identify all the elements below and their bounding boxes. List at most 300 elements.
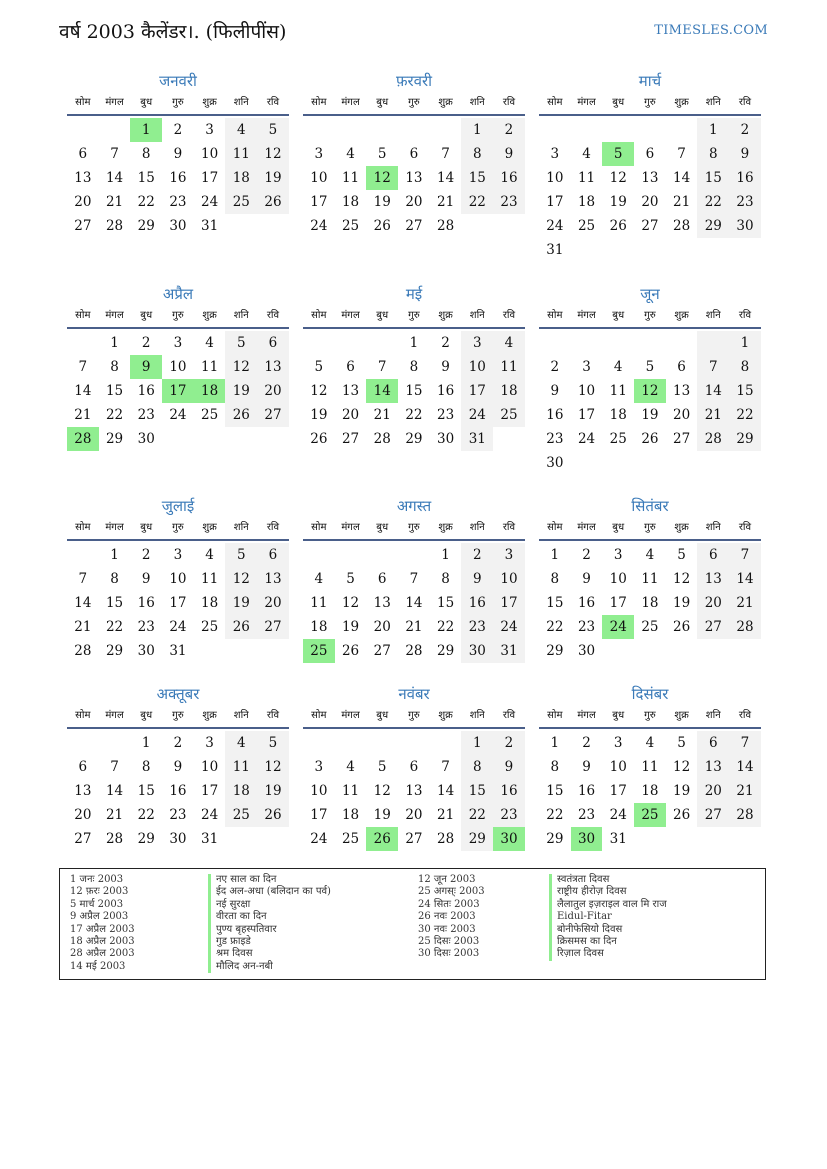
day-cell: 28	[373, 431, 391, 447]
holiday-date: 30 दिसः 2003	[418, 948, 480, 960]
empty-cell	[571, 118, 603, 142]
empty-cell	[99, 118, 131, 142]
day-cell: 21	[437, 194, 455, 210]
day-cell: 7	[441, 759, 450, 775]
day-cell: 4	[645, 547, 655, 563]
weekday-label: मंगल	[341, 710, 360, 721]
day-cell: 3	[550, 146, 560, 162]
day-cell: 10	[546, 170, 564, 186]
weekday-label: शनि	[469, 710, 485, 721]
day-cell: 4	[205, 335, 214, 351]
empty-cell	[398, 118, 430, 142]
day-cell: 22	[546, 807, 564, 823]
day-cell: 14	[405, 595, 423, 611]
day-cell: 6	[409, 759, 419, 775]
day-cell: 13	[641, 170, 659, 186]
day-cell: 29	[437, 643, 455, 659]
weekday-label: रवि	[266, 310, 280, 321]
day-cell: 16	[137, 595, 155, 611]
day-cell: 24	[201, 194, 219, 210]
empty-cell	[67, 543, 99, 567]
weekday-label: सोम	[75, 310, 91, 321]
day-cell: 20	[373, 619, 391, 635]
day-cell: 16	[437, 383, 455, 399]
day-grid	[303, 331, 525, 451]
day-cell: 15	[437, 595, 455, 611]
day-cell: 8	[441, 571, 450, 587]
day-cell: 5	[346, 571, 355, 587]
day-cell: 21	[74, 407, 92, 423]
day-cell: 29	[697, 214, 729, 238]
day-cell: 22	[729, 403, 761, 427]
weekday-label: सोम	[311, 97, 327, 108]
day-cell: 7	[729, 731, 761, 755]
weekday-label: रवि	[738, 97, 752, 108]
day-cell: 6	[697, 731, 729, 755]
weekday-label: सोम	[311, 522, 327, 533]
day-cell: 3	[173, 335, 183, 351]
day-cell: 15	[697, 166, 729, 190]
day-cell: 19	[609, 194, 627, 210]
day-cell: 26	[257, 190, 289, 214]
day-cell: 7	[110, 759, 119, 775]
day-cell: 8	[110, 359, 119, 375]
day-cell: 28	[405, 643, 423, 659]
day-cell: 10	[310, 783, 328, 799]
empty-cell	[303, 543, 335, 567]
weekday-label: शनि	[705, 522, 721, 533]
weekday-label: मंगल	[341, 522, 360, 533]
day-cell: 17	[461, 379, 493, 403]
holiday-day-cell: 12	[634, 379, 666, 403]
day-cell: 3	[314, 146, 324, 162]
day-cell: 8	[110, 571, 119, 587]
empty-cell	[602, 331, 634, 355]
weekday-label: शनि	[233, 522, 249, 533]
weekday-label: बुध	[140, 710, 153, 721]
holiday-date: 28 अप्रैल 2003	[70, 948, 135, 960]
month-calendar	[303, 283, 525, 451]
day-cell: 8	[461, 755, 493, 779]
empty-cell	[666, 118, 698, 142]
empty-cell	[430, 731, 462, 755]
weekday-label: सोम	[75, 710, 91, 721]
holiday-date: 12 जून 2003	[418, 874, 476, 885]
weekday-label: शनि	[469, 522, 485, 533]
day-cell: 13	[697, 567, 729, 591]
weekday-label: बुध	[140, 522, 153, 533]
weekday-header	[303, 307, 525, 329]
empty-cell	[366, 731, 398, 755]
day-cell: 12	[373, 783, 391, 799]
day-cell: 10	[201, 759, 219, 775]
day-cell: 13	[405, 783, 423, 799]
day-cell: 6	[645, 146, 655, 162]
day-grid	[539, 118, 761, 262]
weekday-label: बुध	[376, 97, 389, 108]
empty-cell	[697, 331, 729, 355]
day-cell: 31	[546, 242, 564, 258]
weekday-header	[303, 519, 525, 541]
day-cell: 6	[346, 359, 355, 375]
day-cell: 17	[609, 783, 627, 799]
day-cell: 23	[577, 619, 596, 635]
day-cell: 2	[729, 118, 761, 142]
day-cell: 3	[493, 543, 525, 567]
day-cell: 18	[641, 595, 659, 611]
day-cell: 19	[257, 779, 289, 803]
weekday-label: रवि	[502, 97, 516, 108]
month-calendar	[303, 70, 525, 238]
day-cell: 11	[577, 170, 596, 186]
day-cell: 24	[546, 218, 564, 234]
day-cell: 27	[257, 615, 289, 639]
day-cell: 23	[169, 807, 187, 823]
day-cell: 26	[257, 803, 289, 827]
weekday-header	[67, 94, 289, 116]
weekday-label: सोम	[547, 710, 563, 721]
day-cell: 1	[110, 547, 119, 563]
day-cell: 7	[441, 146, 450, 162]
weekday-label: सोम	[75, 97, 91, 108]
day-cell: 10	[493, 567, 525, 591]
day-cell: 11	[201, 359, 219, 375]
holiday-names-column-2	[549, 874, 667, 961]
day-cell: 21	[373, 407, 391, 423]
weekday-label: रवि	[502, 310, 516, 321]
day-cell: 15	[137, 170, 155, 186]
day-cell: 29	[105, 643, 124, 659]
day-cell: 20	[697, 779, 729, 803]
day-cell: 18	[609, 407, 627, 423]
day-cell: 13	[74, 783, 92, 799]
day-cell: 21	[697, 403, 729, 427]
day-cell: 20	[257, 379, 289, 403]
day-cell: 15	[405, 383, 423, 399]
day-cell: 12	[341, 595, 360, 611]
day-cell: 8	[461, 142, 493, 166]
weekday-label: शुक्र	[438, 310, 453, 321]
weekday-label: गुरु	[172, 710, 184, 721]
day-cell: 9	[550, 383, 560, 399]
day-cell: 1	[461, 731, 493, 755]
holiday-day-cell: 12	[366, 166, 398, 190]
day-cell: 13	[405, 170, 423, 186]
day-cell: 3	[205, 735, 214, 751]
day-cell: 14	[697, 379, 729, 403]
holiday-date: 25 अगस्ः 2003	[418, 886, 485, 898]
day-cell: 26	[673, 619, 691, 635]
day-cell: 6	[409, 146, 419, 162]
weekday-label: शनि	[705, 97, 721, 108]
day-cell: 29	[461, 827, 493, 851]
day-cell: 12	[609, 170, 627, 186]
weekday-label: मंगल	[105, 310, 124, 321]
holiday-name: पुण्य बृहस्पतिवार	[208, 924, 331, 936]
day-cell: 5	[377, 146, 387, 162]
day-cell: 18	[341, 807, 360, 823]
day-cell: 21	[405, 619, 423, 635]
day-cell: 2	[141, 547, 151, 563]
day-cell: 6	[377, 571, 387, 587]
day-cell: 27	[673, 431, 691, 447]
day-cell: 2	[441, 335, 450, 351]
day-cell: 5	[677, 547, 686, 563]
day-cell: 11	[225, 142, 257, 166]
day-cell: 14	[729, 567, 761, 591]
day-cell: 28	[437, 218, 455, 234]
day-cell: 29	[105, 431, 124, 447]
day-cell: 1	[461, 118, 493, 142]
day-cell: 23	[493, 190, 525, 214]
day-cell: 11	[341, 170, 360, 186]
holiday-name: राष्ट्रीय हीरोज़ दिवस	[549, 886, 667, 898]
day-cell: 30	[169, 831, 187, 847]
day-cell: 18	[201, 595, 219, 611]
day-cell: 15	[729, 379, 761, 403]
month-name: अप्रैल	[162, 285, 194, 303]
empty-cell	[335, 331, 367, 355]
day-grid	[539, 331, 761, 475]
day-cell: 24	[461, 403, 493, 427]
day-cell: 22	[137, 807, 155, 823]
holiday-names-column-1	[208, 874, 331, 973]
holiday-dates-column-1	[70, 874, 135, 973]
day-cell: 24	[310, 218, 328, 234]
day-cell: 23	[137, 619, 155, 635]
day-cell: 24	[493, 615, 525, 639]
empty-cell	[303, 731, 335, 755]
day-cell: 4	[582, 146, 591, 162]
holiday-name: ईद अल-अधा (बलिदान का पर्व)	[208, 886, 331, 898]
day-cell: 27	[405, 831, 423, 847]
weekday-label: शुक्र	[438, 710, 453, 721]
day-cell: 16	[137, 383, 155, 399]
day-cell: 9	[493, 755, 525, 779]
day-cell: 10	[201, 146, 219, 162]
day-cell: 18	[641, 783, 659, 799]
day-cell: 20	[257, 591, 289, 615]
day-grid	[67, 543, 289, 663]
day-cell: 27	[405, 218, 423, 234]
day-cell: 20	[74, 194, 92, 210]
weekday-label: रवि	[266, 522, 280, 533]
day-cell: 30	[461, 639, 493, 663]
empty-cell	[67, 331, 99, 355]
day-cell: 26	[341, 643, 360, 659]
day-cell: 27	[341, 431, 360, 447]
day-cell: 3	[582, 359, 591, 375]
holiday-date: 5 मार्च 2003	[70, 898, 124, 910]
day-cell: 23	[137, 407, 155, 423]
day-cell: 15	[105, 383, 124, 399]
day-cell: 11	[201, 571, 219, 587]
day-cell: 28	[105, 831, 124, 847]
day-cell: 26	[609, 218, 627, 234]
day-cell: 3	[205, 122, 214, 138]
day-cell: 3	[461, 331, 493, 355]
day-cell: 1	[697, 118, 729, 142]
day-cell: 13	[673, 383, 691, 399]
day-cell: 12	[673, 759, 691, 775]
day-cell: 8	[409, 359, 419, 375]
day-cell: 6	[257, 543, 289, 567]
day-cell: 20	[74, 807, 92, 823]
day-cell: 5	[645, 359, 655, 375]
weekday-label: रवि	[266, 710, 280, 721]
day-cell: 29	[546, 643, 564, 659]
weekday-label: शुक्र	[202, 522, 217, 533]
month-calendar	[539, 70, 761, 262]
day-cell: 11	[341, 783, 360, 799]
weekday-header	[539, 519, 761, 541]
day-cell: 22	[697, 190, 729, 214]
weekday-label: शुक्र	[674, 310, 689, 321]
day-cell: 28	[697, 427, 729, 451]
day-cell: 9	[582, 759, 591, 775]
day-cell: 25	[225, 190, 257, 214]
day-cell: 2	[582, 735, 591, 751]
site-link[interactable]: TIMESLES.COM	[654, 23, 768, 38]
day-cell: 17	[577, 407, 596, 423]
month-calendar	[539, 683, 761, 851]
day-cell: 13	[257, 567, 289, 591]
day-cell: 25	[493, 403, 525, 427]
day-grid	[539, 543, 761, 663]
holiday-day-cell: 30	[493, 827, 525, 851]
day-cell: 22	[405, 407, 423, 423]
weekday-label: बुध	[140, 97, 153, 108]
day-cell: 31	[169, 643, 187, 659]
day-cell: 4	[613, 359, 623, 375]
holiday-list	[59, 868, 766, 980]
weekday-label: मंगल	[341, 310, 360, 321]
weekday-label: शनि	[233, 310, 249, 321]
day-cell: 21	[105, 194, 124, 210]
day-grid	[67, 731, 289, 851]
day-cell: 27	[74, 218, 92, 234]
day-cell: 4	[493, 331, 525, 355]
day-cell: 4	[314, 571, 324, 587]
day-cell: 13	[341, 383, 360, 399]
day-cell: 30	[577, 643, 596, 659]
day-cell: 16	[577, 595, 596, 611]
day-cell: 20	[341, 407, 360, 423]
empty-cell	[398, 543, 430, 567]
day-cell: 14	[437, 170, 455, 186]
holiday-date: 14 मई 2003	[70, 960, 126, 972]
day-cell: 28	[729, 615, 761, 639]
day-cell: 3	[173, 547, 183, 563]
weekday-label: मंगल	[577, 310, 596, 321]
day-cell: 23	[437, 407, 455, 423]
day-cell: 6	[78, 146, 88, 162]
empty-cell	[99, 731, 131, 755]
day-cell: 14	[437, 783, 455, 799]
empty-cell	[571, 331, 603, 355]
day-cell: 17	[201, 170, 219, 186]
month-name: जून	[640, 285, 660, 303]
day-cell: 5	[257, 118, 289, 142]
day-cell: 20	[673, 407, 691, 423]
day-cell: 15	[105, 595, 124, 611]
day-cell: 23	[169, 194, 187, 210]
day-cell: 18	[577, 194, 596, 210]
empty-cell	[67, 118, 99, 142]
day-cell: 2	[461, 543, 493, 567]
day-cell: 18	[341, 194, 360, 210]
holiday-name: गुड फ्राइडे	[208, 936, 331, 948]
day-cell: 11	[310, 595, 328, 611]
empty-cell	[67, 731, 99, 755]
page-title: वर्ष 2003 कैलेंडर।. (फिलीपींस)	[59, 21, 287, 43]
month-name: दिसंबर	[631, 685, 669, 703]
day-cell: 8	[141, 146, 151, 162]
day-cell: 4	[645, 735, 655, 751]
holiday-name: नई सुरक्षा	[208, 899, 331, 911]
day-cell: 1	[110, 335, 119, 351]
day-cell: 25	[341, 831, 360, 847]
holiday-date: 30 नवः 2003	[418, 923, 476, 935]
day-cell: 9	[173, 146, 183, 162]
day-cell: 8	[550, 571, 560, 587]
weekday-label: गुरु	[644, 310, 656, 321]
day-cell: 27	[697, 803, 729, 827]
day-cell: 26	[225, 615, 257, 639]
empty-cell	[303, 118, 335, 142]
day-cell: 28	[673, 218, 691, 234]
day-cell: 1	[141, 735, 151, 751]
empty-cell	[666, 331, 698, 355]
day-cell: 22	[105, 407, 124, 423]
day-cell: 5	[225, 331, 257, 355]
day-cell: 17	[310, 194, 328, 210]
weekday-label: रवि	[738, 522, 752, 533]
empty-cell	[335, 118, 367, 142]
day-cell: 5	[225, 543, 257, 567]
day-grid	[303, 543, 525, 663]
day-cell: 9	[729, 142, 761, 166]
day-cell: 19	[673, 783, 691, 799]
day-cell: 21	[74, 619, 92, 635]
day-cell: 4	[346, 759, 355, 775]
day-cell: 2	[493, 118, 525, 142]
weekday-label: मंगल	[341, 97, 360, 108]
day-cell: 17	[169, 595, 187, 611]
day-cell: 12	[257, 755, 289, 779]
day-cell: 22	[105, 619, 124, 635]
day-cell: 30	[437, 431, 455, 447]
holiday-day-cell: 14	[366, 379, 398, 403]
day-cell: 2	[493, 731, 525, 755]
day-cell: 31	[461, 427, 493, 451]
weekday-label: सोम	[75, 522, 91, 533]
empty-cell	[634, 331, 666, 355]
day-cell: 27	[697, 615, 729, 639]
holiday-name: क्रिसमस का दिन	[549, 936, 667, 948]
day-cell: 20	[641, 194, 659, 210]
day-cell: 18	[225, 166, 257, 190]
day-cell: 4	[205, 547, 214, 563]
day-cell: 12	[310, 383, 328, 399]
weekday-label: मंगल	[577, 710, 596, 721]
day-cell: 2	[582, 547, 591, 563]
day-cell: 29	[546, 831, 564, 847]
day-cell: 16	[493, 166, 525, 190]
month-name: अगस्त	[396, 497, 432, 515]
holiday-name: लैलातुल इज़राइल वाल मि राज	[549, 899, 667, 911]
holiday-date: 17 अप्रैल 2003	[70, 923, 135, 935]
